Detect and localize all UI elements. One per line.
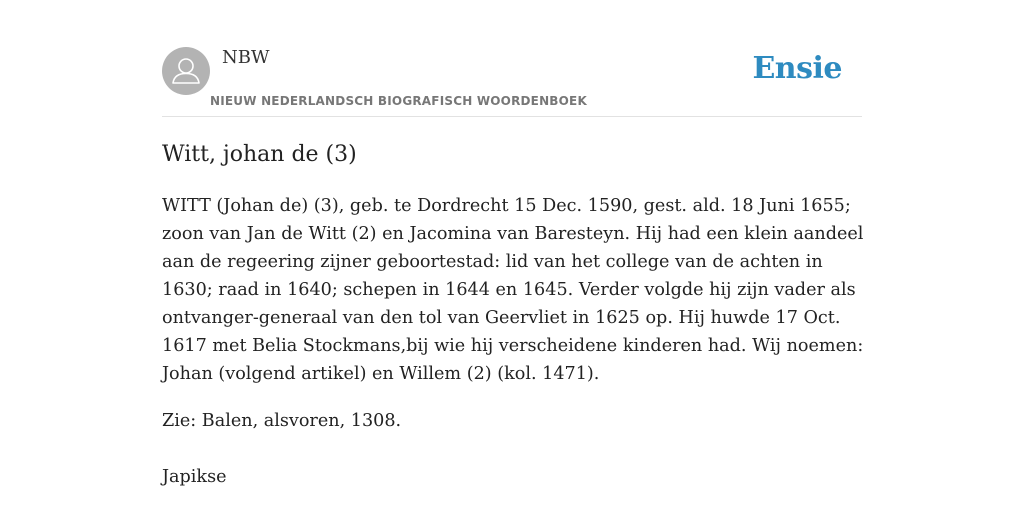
source-avatar[interactable] — [162, 47, 210, 95]
article-author: Japikse — [162, 467, 227, 487]
article-see-also: Zie: Balen, alsvoren, 1308. — [162, 411, 402, 431]
article-title: Witt, johan de (3) — [162, 142, 357, 167]
source-name[interactable]: NBW — [222, 47, 270, 68]
ensie-logo[interactable]: Ensie — [752, 51, 842, 86]
user-silhouette-icon — [162, 47, 210, 95]
article-body: WITT (Johan de) (3), geb. te Dordrecht 15 Dec. 1590, gest. ald. 18 Juni 1655; zoon van Jan de Witt (2) en Jacomina van Baresteyn. Hij had een klein aandeel aan de regeering zijner geboortestad: lid van het college van de achten in 1630; raad in 1640; schepen in 1644 en 1645. Verder volgde hij zijn vader als ontvanger-generaal van den tol van Geervliet in 1625 op. Hij huwde 17 Oct. 1617 met Belia Stockmans,bij wie hij verscheidene kinderen had. Wij noemen: Johan (volgend artikel) en Willem (2) (kol. 1471). — [162, 196, 864, 384]
source-header — [162, 46, 862, 117]
source-full-name: NIEUW NEDERLANDSCH BIOGRAFISCH WOORDENBOEK — [210, 94, 587, 108]
